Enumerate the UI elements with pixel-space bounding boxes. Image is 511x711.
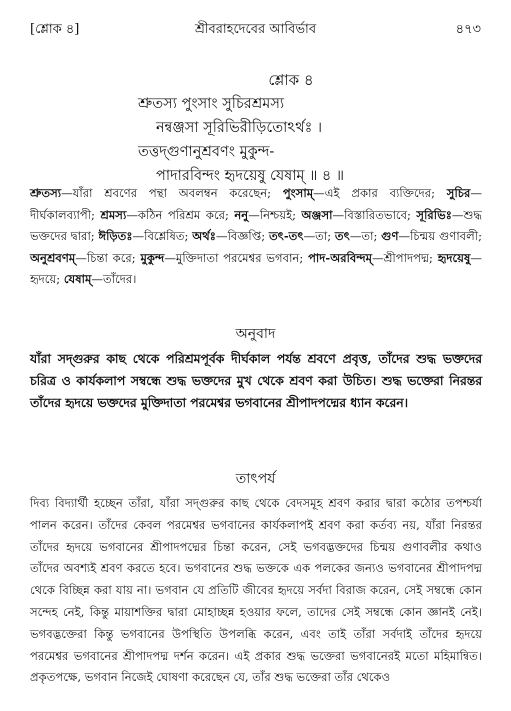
synonym-meaning: —চিন্ময় গুণাবলী; (398, 229, 482, 244)
synonym-meaning: —দীর্ঘকালব্যাপী; (30, 186, 483, 222)
verse-title: শ্লোক ৪ (268, 71, 314, 89)
synonym-meaning: —তা; (349, 229, 382, 244)
synonym-meaning: —নিশ্চয়ই; (248, 207, 302, 222)
translation-text: যাঁরা সদ্গুরুর কাছ থেকে পরিশ্রমপূর্বক দীর্ঘকাল পর্যন্ত শ্রবণে প্রবৃত্ত, তাঁদের শুদ্ধ ভক্তদের চরিত্র ও কার্যকলাপ সম্বন্ধে শুদ্ধ ভক্তদের মুখ থেকে শ্রবণ করা উচিত। শুদ্ধ ভক্তেরা নিরন্তর তাঁদের হৃদয়ে ভক্তদের মুক্তিদাতা পরমেশ্বর ভগবানের শ্রীপাদপদ্মের ধ্যান করেন। (30, 351, 482, 410)
sanskrit-verse (138, 68, 450, 188)
purport-heading: তাৎপর্য (235, 471, 276, 487)
synonym-meaning: —চিন্তা করে; (75, 250, 141, 265)
synonym-meaning: —যাঁরা শ্রবণের পন্থা অবলম্বন করেছেন; (61, 186, 283, 200)
purport-text (30, 493, 482, 689)
synonym-term: মুকুন্দ (140, 250, 165, 265)
verse-line: পাদারবিন্দং হৃদয়েষু যেষাম্ ॥ ৪ ॥ (156, 168, 345, 184)
synonym-term: শ্রুতস্য (30, 186, 62, 200)
verse-line: তত্তদ্গুণানুশ্রবণং মুকুন্দ- (138, 144, 275, 160)
word-for-word-synonyms (30, 183, 482, 291)
running-header (30, 20, 481, 42)
synonym-term: তৎ-তৎ (268, 229, 304, 244)
translation-heading: অনুবাদ (235, 326, 276, 342)
synonym-meaning: —তা; (303, 229, 335, 244)
synonym-meaning: —বিস্তারিতভাবে; (332, 207, 417, 222)
verse-line: শ্রুতস্য পুংসাং সুচিরশ্রমস্য (138, 96, 285, 112)
synonym-term: শ্রমস্য (100, 207, 127, 222)
synonym-term: পাদ-অরবিন্দম্ (308, 250, 373, 265)
verse-line: নন্বঞ্জসা সূরিভিরীড়িতোঽর্থঃ । (156, 120, 323, 136)
synonym-meaning: —শুদ্ধ ভক্তদের দ্বারা; (30, 207, 482, 244)
header-chapter-title: শ্রীবরাহদেবের আবির্ভাব (194, 22, 317, 37)
synonym-term: অর্থঃ (192, 229, 216, 244)
synonym-term: সূরিভিঃ (416, 207, 452, 222)
synonym-meaning: —বিজ্ঞপ্তি; (215, 229, 269, 244)
synonym-term: গুণ (381, 229, 399, 244)
synonym-term: সুচির (446, 186, 471, 200)
page-number: ৪৭৩ (455, 22, 481, 37)
synonym-term: অঞ্জসা (301, 207, 333, 222)
synonym-meaning: —বিশ্লেষিত; (132, 229, 193, 244)
synonym-term: পুংসাম্ (282, 186, 314, 200)
synonym-term: যেষাম্ (63, 272, 92, 287)
synonym-term: ননু (234, 207, 249, 222)
synonym-meaning: —শ্রীপাদপদ্ম; (372, 250, 438, 265)
synonym-term: তৎ (334, 229, 350, 244)
synonym-meaning: —মুক্তিদাতা পরমেশ্বর ভগবান; (164, 250, 309, 265)
synonym-meaning: —হৃদয়ে; (30, 250, 482, 287)
synonym-term: অনুশ্রবণম্ (30, 250, 76, 265)
synonym-term: ঈড়িতঃ (98, 229, 133, 244)
synonym-meaning: —তাঁদের। (91, 272, 137, 287)
synonym-meaning: —এই প্রকার ব্যক্তিদের; (313, 186, 447, 200)
synonym-meaning: —কঠিন পরিশ্রম করে; (126, 207, 235, 222)
purport-paragraph: দিব্য বিদ্যার্থী হচ্ছেন তাঁরা, যাঁরা সদ্গুরুর কাছ থেকে বেদসমূহ শ্রবণ করার দ্বারা কঠোর তপশ্চর্যা পালন করেন। তাঁদের কেবল পরমেশ্বর ভগবানের কার্যকলাপই শ্রবণ করা কর্তব্য নয়, যাঁরা নিরন্তর তাঁদের হৃদয়ে ভগবানের শ্রীপাদপদ্মের চিন্তা করেন, সেই ভগবদ্ভক্তদের চিন্ময় গুণাবলীর কথাও তাঁদের অবশ্যই শ্রবণ করতে হবে। ভগবানের শুদ্ধ ভক্তকে এক পলকের জন্যও ভগবানের শ্রীপাদপদ্ম থেকে বিচ্ছিন্ন করা যায় না। ভগবান যে প্রতিটি জীবের হৃদয়ে সর্বদা বিরাজ করেন, সেই সম্বন্ধে কোন সন্দেহ নেই, কিন্তু মায়াশক্তির দ্বারা মোহাচ্ছন্ন হওয়ার ফলে, তাদের সেই সম্বন্ধে কোন জ্ঞানই নেই। ভগবদ্ভক্তেরা কিন্তু ভগবানের উপস্থিতি উপলব্ধি করেন, এবং তাই তাঁরা সর্বদাই তাঁদের হৃদয়ে পরমেশ্বর ভগবানের শ্রীপাদপদ্ম দর্শন করেন। এই প্রকার শুদ্ধ ভক্তেরা ভগবানেরই মতো মহিমান্বিত। প্রকৃতপক্ষে, ভগবান নিজেই ঘোষণা করেছেন যে, তাঁর শুদ্ধ ভক্তেরা তাঁর থেকেও (30, 496, 482, 685)
header-verse-number: [শ্লোক ৪] (30, 22, 80, 37)
synonym-term: হৃদয়েষু (437, 250, 471, 265)
